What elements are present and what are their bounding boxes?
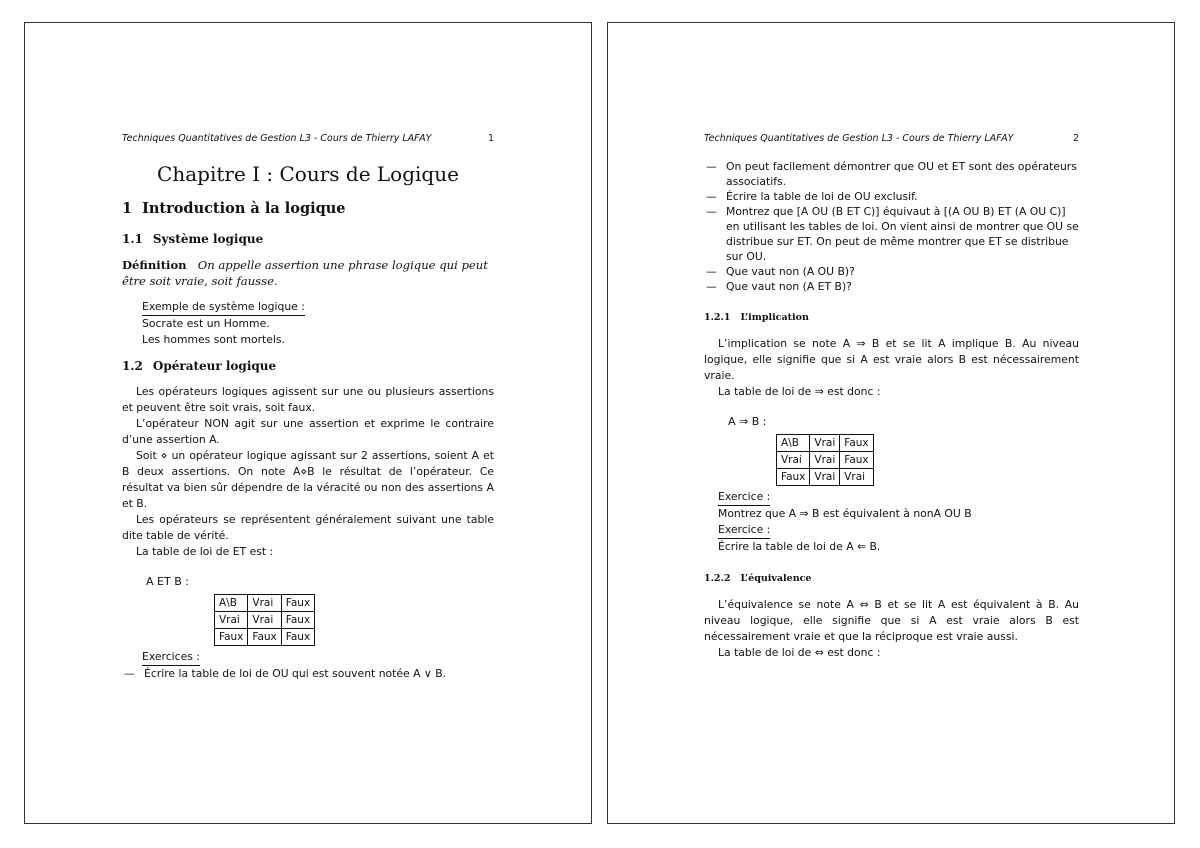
formula-label: A ⇒ B :: [728, 415, 767, 428]
list-item: — Écrire la table de loi de OU qui est souvent notée A ∨ B.: [122, 666, 494, 681]
list-item: — Que vaut non (A ET B)?: [704, 279, 1079, 294]
table-row: [777, 452, 874, 469]
running-title: Techniques Quantitatives de Gestion L3 - Cours de Thierry LAFAY: [122, 133, 432, 144]
list-item: — Que vaut non (A OU B)?: [704, 264, 1079, 279]
paragraph: La table de loi de ⇔ est donc :: [718, 646, 881, 659]
table-cell: Faux: [281, 595, 314, 612]
exercise-text: Écrire la table de loi de A ⇐ B.: [718, 540, 881, 553]
exercise-list: [704, 159, 1079, 294]
list-item: — Écrire la table de loi de OU exclusif.: [704, 189, 1079, 204]
definition-term: Définition: [122, 258, 187, 272]
list-item: — Montrez que [A OU (B ET C)] équivaut à [(A OU B) ET (A OU C)] en utilisant les tables de loi. On vient ainsi de montrer que OU se distribue sur ET. On peut de même montrer que ET se distribue sur OU.: [704, 204, 1079, 264]
section-number: 1: [122, 200, 133, 217]
definition: [122, 257, 494, 289]
table-cell: Vrai: [810, 452, 840, 469]
truth-table-implication: [776, 434, 874, 486]
page-2-content: [704, 131, 1079, 661]
definition-text-2: être soit vraie, soit fausse.: [122, 274, 278, 288]
example-label: Exemple de système logique :: [142, 299, 305, 316]
table-cell: A\B: [215, 595, 248, 612]
table-cell: Faux: [840, 435, 873, 452]
subsection-heading: [122, 231, 494, 247]
chapter-title: Chapitre I : Cours de Logique: [157, 162, 459, 186]
paragraph: La table de loi de ⇒ est donc :: [718, 385, 881, 398]
table-cell: Faux: [777, 469, 810, 486]
table-cell: Vrai: [810, 469, 840, 486]
table-cell: Faux: [248, 629, 281, 646]
exercise-list: [122, 666, 494, 681]
paragraph: L’opérateur NON agit sur une assertion et exprime le contraire d’une assertion A.: [122, 417, 494, 446]
subsubsection-title: L’équivalence: [740, 573, 812, 584]
section-heading: [122, 199, 494, 219]
subsubsection-number: 1.2.2: [704, 573, 731, 584]
section-title: Introduction à la logique: [142, 200, 346, 217]
document-page-1: [24, 22, 592, 824]
subsubsection-title: L’implication: [740, 312, 809, 323]
page-number: 2: [1072, 133, 1079, 144]
paragraph: Les opérateurs logiques agissent sur une ou plusieurs assertions et peuvent être soit vrais, soit faux.: [122, 385, 494, 414]
subsubsection-heading: [704, 571, 1079, 587]
exercise-block: [718, 489, 1079, 555]
running-header: [122, 131, 494, 147]
table-row: [215, 629, 315, 646]
subsubsection-number: 1.2.1: [704, 312, 731, 323]
paragraph: L’implication se note A ⇒ B et se lit A implique B. Au niveau logique, elle signifie que si A est vraie alors B est nécessairement vraie.: [704, 337, 1079, 382]
subsection-number: 1.2: [122, 359, 143, 373]
running-title: Techniques Quantitatives de Gestion L3 - Cours de Thierry LAFAY: [704, 133, 1014, 144]
truth-table-and: [214, 594, 315, 646]
table-row: [215, 612, 315, 629]
subsection-heading: [122, 358, 494, 374]
subsubsection-heading: [704, 310, 1079, 326]
subsection-number: 1.1: [122, 232, 143, 246]
table-cell: Vrai: [840, 469, 873, 486]
definition-text-1: On appelle assertion une phrase logique qui peut: [197, 258, 488, 272]
paragraph: La table de loi de ET est :: [136, 545, 274, 558]
example-line: Les hommes sont mortels.: [142, 333, 285, 346]
example-line: Socrate est un Homme.: [142, 317, 270, 330]
table-cell: Faux: [215, 629, 248, 646]
table-cell: Faux: [840, 452, 873, 469]
table-cell: Vrai: [810, 435, 840, 452]
table-cell: Vrai: [215, 612, 248, 629]
table-row: [215, 595, 315, 612]
exercise-text: Montrez que A ⇒ B est équivalent à nonA OU B: [718, 507, 972, 520]
page-number: 1: [487, 133, 494, 144]
paragraph: Soit ⋄ un opérateur logique agissant sur 2 assertions, soient A et B deux assertions. On note A⋄B le résultat de l’opérateur. Ce résultat va bien sûr dépendre de la véracité ou non des assertions A et B.: [122, 449, 494, 510]
table-row: [777, 435, 874, 452]
document-page-2: [607, 22, 1175, 824]
table-cell: Vrai: [248, 595, 281, 612]
subsection-title: Opérateur logique: [152, 359, 277, 373]
subsection-title: Système logique: [152, 232, 264, 246]
table-row: [777, 469, 874, 486]
paragraph: L’équivalence se note A ⇔ B et se lit A est équivalent à B. Au niveau logique, elle signifie que si A est vraie alors B est nécessairement vraie et que la réciproque est vraie aussi.: [704, 598, 1079, 643]
page-1-content: [122, 131, 494, 681]
running-header: [704, 131, 1079, 147]
table-cell: Faux: [281, 612, 314, 629]
table-cell: A\B: [777, 435, 810, 452]
example-block: [142, 299, 494, 348]
list-item: — On peut facilement démontrer que OU et ET sont des opérateurs associatifs.: [704, 159, 1079, 189]
exercise-label: Exercice :: [718, 489, 770, 506]
exercise-label: Exercice :: [718, 522, 770, 539]
table-cell: Vrai: [248, 612, 281, 629]
formula-label: A ET B :: [146, 575, 189, 588]
table-cell: Faux: [281, 629, 314, 646]
paragraph: Les opérateurs se représentent généralement suivant une table dite table de vérité.: [122, 513, 494, 542]
table-cell: Vrai: [777, 452, 810, 469]
exercises-label: Exercices :: [142, 649, 200, 666]
exercises-label-wrap: [142, 649, 494, 666]
